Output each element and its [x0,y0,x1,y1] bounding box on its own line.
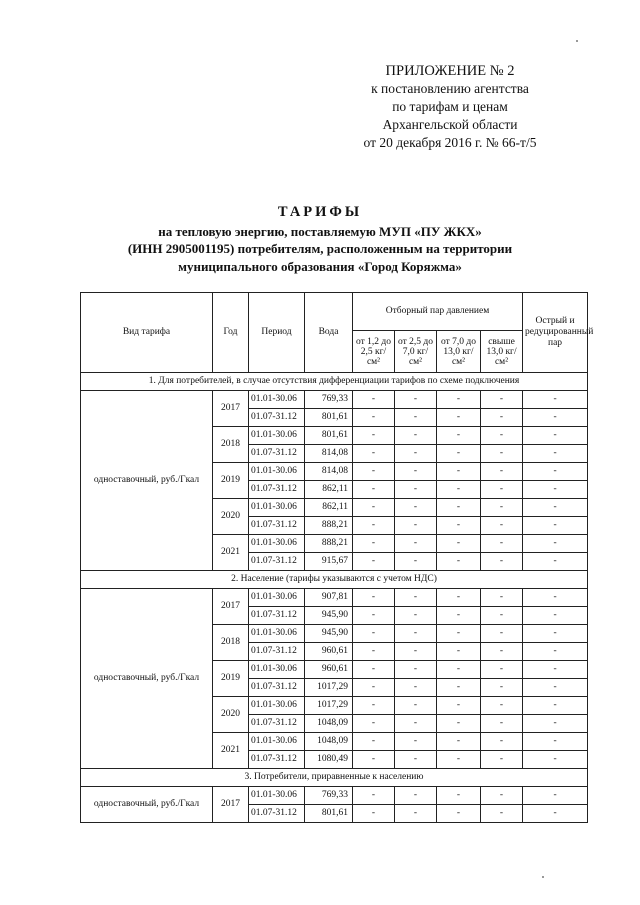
reduced-steam-value-cell: - [523,589,588,607]
period-cell: 01.07-31.12 [249,409,305,427]
tariff-type-cell: одноставочный, руб./Гкал [81,787,213,823]
reduced-steam-value-cell: - [523,607,588,625]
reduced-steam-value-cell: - [523,751,588,769]
steam-4-value-cell: - [481,463,523,481]
period-cell: 01.01-30.06 [249,535,305,553]
period-cell: 01.07-31.12 [249,517,305,535]
steam-3-value-cell: - [437,643,481,661]
header-tariff-type: Вид тарифа [81,293,213,373]
steam-4-value-cell: - [481,697,523,715]
water-value-cell: 915,67 [305,553,353,571]
period-cell: 01.07-31.12 [249,553,305,571]
steam-3-value-cell: - [437,553,481,571]
steam-3-value-cell: - [437,733,481,751]
steam-1-value-cell: - [353,751,395,769]
water-value-cell: 1017,29 [305,679,353,697]
section-title: 2. Население (тарифы указываются с учетом НДС) [81,571,588,589]
steam-1-value-cell: - [353,661,395,679]
appendix-line: к постановлению агентства [371,81,529,96]
water-value-cell: 1017,29 [305,697,353,715]
steam-3-value-cell: - [437,805,481,823]
header-year: Год [213,293,249,373]
reduced-steam-value-cell: - [523,625,588,643]
tariff-type-cell: одноставочный, руб./Гкал [81,391,213,571]
reduced-steam-value-cell: - [523,391,588,409]
section-row [81,769,588,787]
steam-4-value-cell: - [481,535,523,553]
steam-4-value-cell: - [481,517,523,535]
period-cell: 01.07-31.12 [249,805,305,823]
steam-4-value-cell: - [481,733,523,751]
period-cell: 01.01-30.06 [249,391,305,409]
scan-speck [576,40,578,42]
steam-2-value-cell: - [395,391,437,409]
reduced-steam-value-cell: - [523,679,588,697]
header-steam-4: свыше 13,0 кг/см² [481,331,523,373]
steam-4-value-cell: - [481,607,523,625]
steam-2-value-cell: - [395,445,437,463]
period-cell: 01.01-30.06 [249,787,305,805]
year-cell: 2019 [213,463,249,499]
table-row [81,391,588,409]
steam-4-value-cell: - [481,391,523,409]
water-value-cell: 814,08 [305,463,353,481]
header-steam-group: Отборный пар давлением [353,293,523,331]
water-value-cell: 814,08 [305,445,353,463]
steam-4-value-cell: - [481,445,523,463]
water-value-cell: 862,11 [305,499,353,517]
header-steam-2: от 2,5 до 7,0 кг/см² [395,331,437,373]
steam-4-value-cell: - [481,715,523,733]
steam-1-value-cell: - [353,787,395,805]
steam-1-value-cell: - [353,679,395,697]
steam-4-value-cell: - [481,805,523,823]
year-cell: 2017 [213,589,249,625]
year-cell: 2020 [213,499,249,535]
appendix-title: ПРИЛОЖЕНИЕ № 2 [385,63,515,79]
period-cell: 01.01-30.06 [249,463,305,481]
steam-2-value-cell: - [395,679,437,697]
reduced-steam-value-cell: - [523,643,588,661]
steam-2-value-cell: - [395,589,437,607]
steam-2-value-cell: - [395,715,437,733]
steam-2-value-cell: - [395,481,437,499]
steam-1-value-cell: - [353,409,395,427]
header-reduced-steam: Острый и редуцированный пар [523,293,588,373]
section-title: 3. Потребители, приравненные к населению [81,769,588,787]
steam-1-value-cell: - [353,715,395,733]
steam-3-value-cell: - [437,715,481,733]
header-steam-1: от 1,2 до 2,5 кг/см² [353,331,395,373]
steam-2-value-cell: - [395,751,437,769]
period-cell: 01.07-31.12 [249,481,305,499]
steam-2-value-cell: - [395,535,437,553]
water-value-cell: 960,61 [305,661,353,679]
period-cell: 01.01-30.06 [249,499,305,517]
water-value-cell: 945,90 [305,607,353,625]
water-value-cell: 960,61 [305,643,353,661]
water-value-cell: 801,61 [305,409,353,427]
year-cell: 2021 [213,535,249,571]
year-cell: 2018 [213,427,249,463]
water-value-cell: 945,90 [305,625,353,643]
tariff-table [80,292,594,823]
table-row [81,589,588,607]
year-cell: 2020 [213,697,249,733]
water-value-cell: 907,81 [305,589,353,607]
tariff-type-cell: одноставочный, руб./Гкал [81,589,213,769]
steam-1-value-cell: - [353,499,395,517]
year-cell: 2019 [213,661,249,697]
year-cell: 2017 [213,391,249,427]
steam-4-value-cell: - [481,499,523,517]
reduced-steam-value-cell: - [523,517,588,535]
water-value-cell: 801,61 [305,427,353,445]
year-cell: 2021 [213,733,249,769]
steam-1-value-cell: - [353,445,395,463]
tariff-table-body [81,373,588,823]
steam-1-value-cell: - [353,625,395,643]
section-row [81,571,588,589]
steam-2-value-cell: - [395,553,437,571]
reduced-steam-value-cell: - [523,697,588,715]
steam-4-value-cell: - [481,589,523,607]
steam-3-value-cell: - [437,625,481,643]
steam-1-value-cell: - [353,391,395,409]
water-value-cell: 769,33 [305,391,353,409]
reduced-steam-value-cell: - [523,787,588,805]
appendix-header [340,62,560,152]
title-line: на тепловую энергию, поставляемую МУП «ПУ ЖКХ» [158,223,482,239]
steam-4-value-cell: - [481,751,523,769]
steam-2-value-cell: - [395,607,437,625]
steam-2-value-cell: - [395,805,437,823]
steam-4-value-cell: - [481,679,523,697]
period-cell: 01.07-31.12 [249,751,305,769]
steam-2-value-cell: - [395,625,437,643]
appendix-line: по тарифам и ценам [392,99,508,114]
steam-3-value-cell: - [437,751,481,769]
steam-3-value-cell: - [437,787,481,805]
steam-3-value-cell: - [437,391,481,409]
water-value-cell: 801,61 [305,805,353,823]
steam-3-value-cell: - [437,697,481,715]
steam-2-value-cell: - [395,499,437,517]
reduced-steam-value-cell: - [523,409,588,427]
water-value-cell: 1048,09 [305,715,353,733]
period-cell: 01.01-30.06 [249,427,305,445]
steam-2-value-cell: - [395,409,437,427]
water-value-cell: 862,11 [305,481,353,499]
reduced-steam-value-cell: - [523,661,588,679]
period-cell: 01.07-31.12 [249,715,305,733]
water-value-cell: 888,21 [305,517,353,535]
steam-4-value-cell: - [481,427,523,445]
steam-4-value-cell: - [481,787,523,805]
water-value-cell: 769,33 [305,787,353,805]
reduced-steam-value-cell: - [523,553,588,571]
steam-4-value-cell: - [481,661,523,679]
steam-3-value-cell: - [437,463,481,481]
reduced-steam-value-cell: - [523,499,588,517]
steam-1-value-cell: - [353,643,395,661]
steam-2-value-cell: - [395,517,437,535]
steam-2-value-cell: - [395,697,437,715]
steam-3-value-cell: - [437,445,481,463]
steam-1-value-cell: - [353,463,395,481]
steam-2-value-cell: - [395,463,437,481]
header-water: Вода [305,293,353,373]
steam-3-value-cell: - [437,679,481,697]
reduced-steam-value-cell: - [523,463,588,481]
water-value-cell: 1048,09 [305,733,353,751]
reduced-steam-value-cell: - [523,481,588,499]
reduced-steam-value-cell: - [523,805,588,823]
steam-3-value-cell: - [437,517,481,535]
title-line: муниципального образования «Город Коряжма» [178,258,462,274]
appendix-date-line: от 20 декабря 2016 г. № 66-т/5 [363,135,537,150]
title-main: ТАРИФЫ [277,204,363,220]
period-cell: 01.07-31.12 [249,607,305,625]
steam-1-value-cell: - [353,535,395,553]
reduced-steam-value-cell: - [523,715,588,733]
steam-3-value-cell: - [437,607,481,625]
period-cell: 01.01-30.06 [249,661,305,679]
steam-4-value-cell: - [481,625,523,643]
period-cell: 01.01-30.06 [249,697,305,715]
table-row [81,787,588,805]
reduced-steam-value-cell: - [523,445,588,463]
steam-3-value-cell: - [437,661,481,679]
year-cell: 2017 [213,787,249,823]
period-cell: 01.01-30.06 [249,625,305,643]
steam-1-value-cell: - [353,589,395,607]
steam-4-value-cell: - [481,409,523,427]
steam-1-value-cell: - [353,553,395,571]
steam-3-value-cell: - [437,427,481,445]
period-cell: 01.01-30.06 [249,733,305,751]
steam-2-value-cell: - [395,643,437,661]
steam-3-value-cell: - [437,409,481,427]
steam-3-value-cell: - [437,535,481,553]
steam-1-value-cell: - [353,607,395,625]
steam-1-value-cell: - [353,697,395,715]
reduced-steam-value-cell: - [523,733,588,751]
steam-3-value-cell: - [437,589,481,607]
scan-speck [542,876,544,878]
water-value-cell: 1080,49 [305,751,353,769]
steam-1-value-cell: - [353,733,395,751]
steam-4-value-cell: - [481,553,523,571]
section-title: 1. Для потребителей, в случае отсутствия дифференциации тарифов по схеме подключения [81,373,588,391]
water-value-cell: 888,21 [305,535,353,553]
section-row [81,373,588,391]
period-cell: 01.07-31.12 [249,643,305,661]
steam-4-value-cell: - [481,643,523,661]
header-steam-3: от 7,0 до 13,0 кг/см² [437,331,481,373]
steam-1-value-cell: - [353,427,395,445]
steam-1-value-cell: - [353,517,395,535]
steam-2-value-cell: - [395,733,437,751]
period-cell: 01.07-31.12 [249,679,305,697]
reduced-steam-value-cell: - [523,535,588,553]
period-cell: 01.07-31.12 [249,445,305,463]
steam-1-value-cell: - [353,481,395,499]
document-title [100,204,540,275]
steam-4-value-cell: - [481,481,523,499]
title-line: (ИНН 2905001195) потребителям, расположенным на территории [127,241,513,256]
steam-1-value-cell: - [353,805,395,823]
steam-3-value-cell: - [437,499,481,517]
steam-2-value-cell: - [395,787,437,805]
steam-2-value-cell: - [395,427,437,445]
steam-2-value-cell: - [395,661,437,679]
period-cell: 01.01-30.06 [249,589,305,607]
appendix-line: Архангельской области [382,117,518,132]
year-cell: 2018 [213,625,249,661]
steam-3-value-cell: - [437,481,481,499]
reduced-steam-value-cell: - [523,427,588,445]
header-period: Период [249,293,305,373]
